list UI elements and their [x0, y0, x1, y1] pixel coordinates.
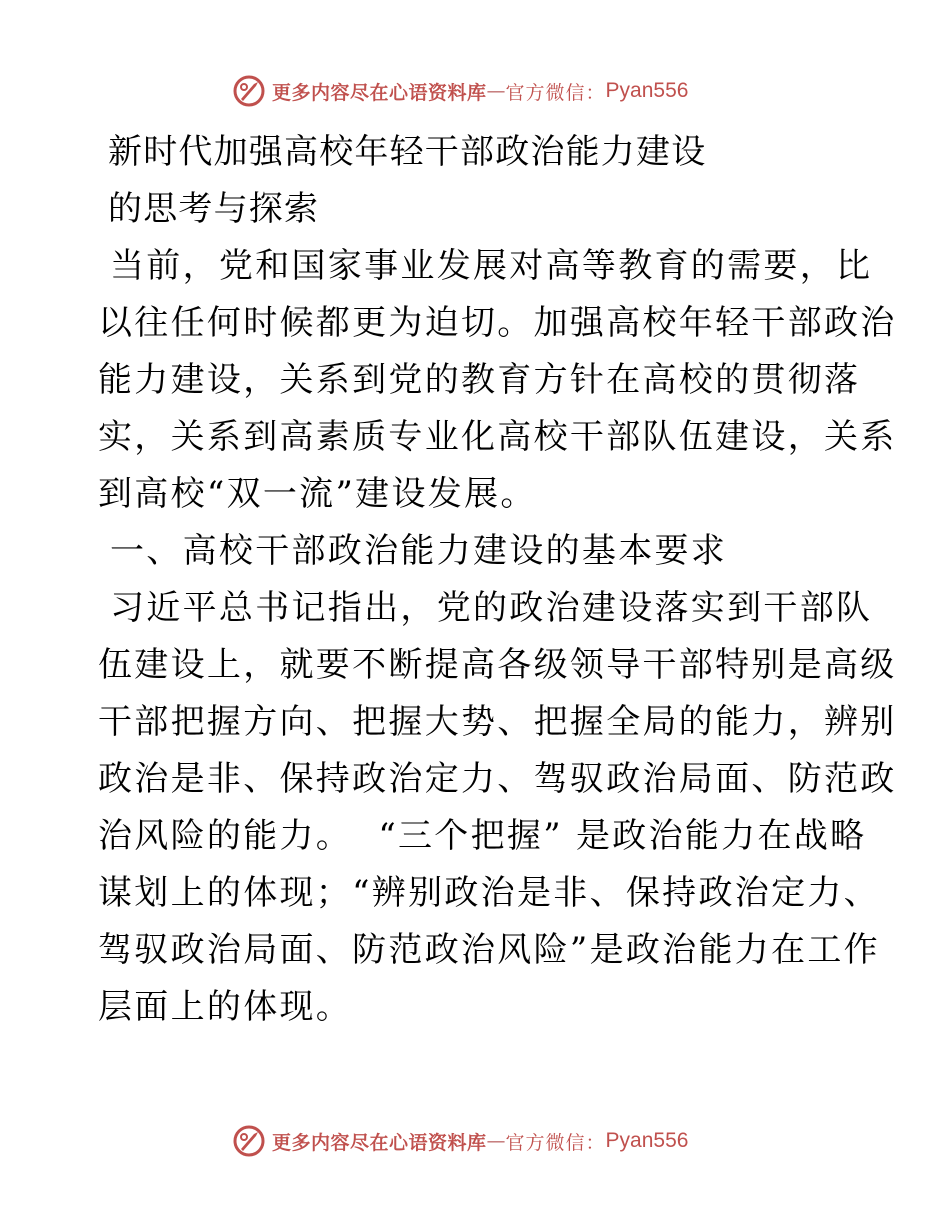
banner-wechat-label: 官方微信：	[505, 81, 606, 104]
banner-wechat-id: Pyan556	[605, 1129, 689, 1152]
banner-dash: —	[486, 80, 506, 102]
quill-logo-icon	[232, 1124, 266, 1158]
paragraph-line: 能力建设，关系到党的教育方针在高校的贯彻落	[98, 360, 861, 400]
paragraph-line: 当前，党和国家事业发展对高等教育的需要，比	[110, 246, 873, 286]
banner-wechat-id: Pyan556	[605, 79, 689, 102]
banner-main-text: 更多内容尽在心语资料库	[272, 1131, 487, 1154]
quill-logo-icon	[232, 74, 266, 108]
paragraph-line: 驾驭政治局面、防范政治风险”是政治能力在工作	[98, 930, 880, 970]
document-body	[98, 124, 897, 1036]
paragraph-line: 以往任何时候都更为迫切。加强高校年轻干部政治	[98, 303, 897, 343]
header-banner	[232, 71, 712, 111]
paragraph-line: 习近平总书记指出，党的政治建设落实到干部队	[110, 588, 873, 628]
section-heading: 一、高校干部政治能力建设的基本要求	[110, 531, 728, 571]
paragraph-line: 干部把握方向、把握大势、把握全局的能力，辨别	[98, 702, 897, 742]
paragraph-line: 伍建设上，就要不断提高各级领导干部特别是高级	[98, 645, 897, 685]
paragraph-line: 层面上的体现。	[98, 987, 353, 1027]
paragraph-line: 到高校“双一流”建设发展。	[98, 474, 537, 514]
paragraph-line: 政治是非、保持政治定力、驾驭政治局面、防范政	[98, 759, 897, 799]
title-line: 的思考与探索	[108, 189, 320, 229]
banner-wechat-label: 官方微信：	[505, 1131, 606, 1154]
title-line: 新时代加强高校年轻干部政治能力建设	[108, 132, 707, 172]
paragraph-intro	[98, 238, 897, 523]
banner-dash: —	[486, 1130, 506, 1152]
banner-main-text: 更多内容尽在心语资料库	[272, 81, 487, 104]
paragraph-line: 治风险的能力。 “三个把握” 是政治能力在战略	[98, 816, 867, 856]
footer-banner	[232, 1121, 712, 1161]
paragraph-requirements	[98, 580, 897, 1036]
document-title	[98, 124, 858, 238]
paragraph-line: 谋划上的体现；“辨别政治是非、保持政治定力、	[98, 873, 880, 913]
paragraph-line: 实，关系到高素质专业化高校干部队伍建设，关系	[98, 417, 897, 457]
